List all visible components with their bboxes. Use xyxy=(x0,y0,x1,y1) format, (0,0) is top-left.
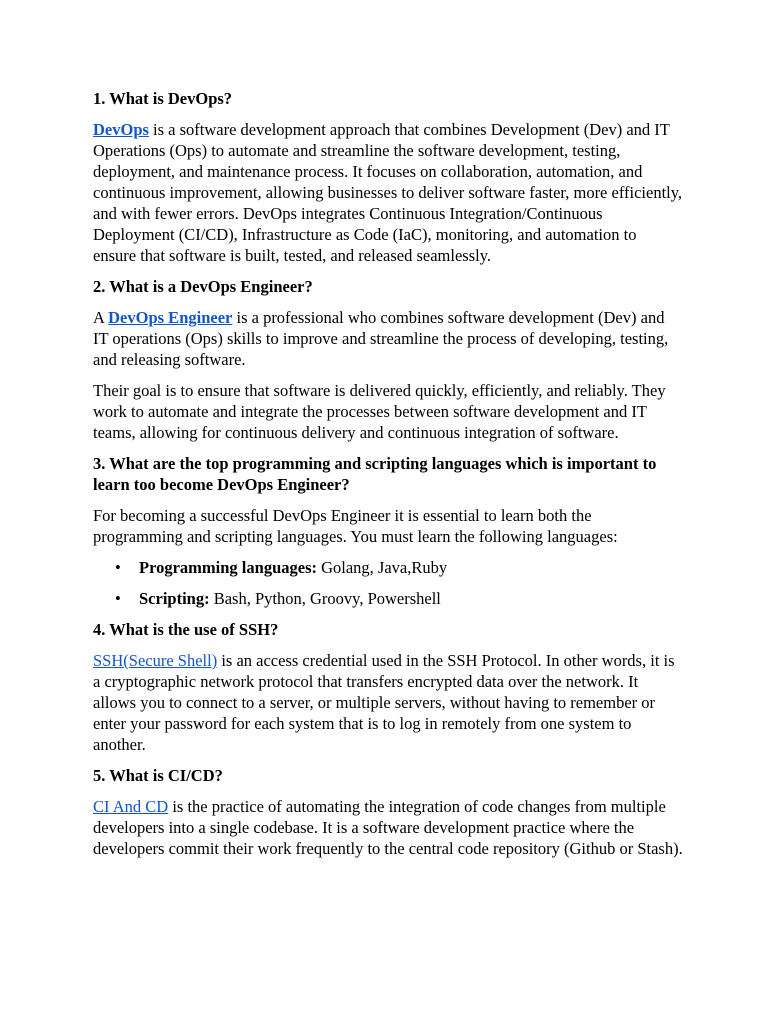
bullet-icon: • xyxy=(115,558,121,577)
answer-text-5: is the practice of automating the integration of code changes from multiple developers into a single codebase. It is a software development practice where the developers commit their work frequently to the central code repository (Github or Stash). xyxy=(93,797,683,858)
devops-engineer-link[interactable]: DevOps Engineer xyxy=(108,308,233,327)
answer-prefix-2: A xyxy=(93,308,109,327)
document-page xyxy=(93,88,683,869)
ssh-link[interactable]: SSH(Secure Shell) xyxy=(93,651,218,670)
answer-paragraph-2 xyxy=(93,307,683,370)
question-heading-2: 2. What is a DevOps Engineer? xyxy=(93,277,313,296)
list-term: Programming languages: xyxy=(139,558,317,577)
question-heading-3: 3. What are the top programming and scripting languages which is important to learn too become DevOps Engineer? xyxy=(93,454,657,494)
list-term: Scripting: xyxy=(139,589,210,608)
devops-link[interactable]: DevOps xyxy=(93,120,149,139)
answer-paragraph-5 xyxy=(93,796,683,859)
answer-paragraph-3: For becoming a successful DevOps Engineer it is essential to learn both the programming and scripting languages. You must learn the following languages: xyxy=(93,506,618,546)
answer-paragraph-1 xyxy=(93,119,683,266)
languages-list xyxy=(93,557,683,609)
list-value: Golang, Java,Ruby xyxy=(316,558,448,577)
question-heading-1: 1. What is DevOps? xyxy=(93,89,233,108)
answer-paragraph-2b: Their goal is to ensure that software is delivered quickly, efficiently, and reliably. They work to automate and integrate the processes between software development and IT teams, allowing for continuous delivery and continuous integration of software. xyxy=(93,381,666,442)
answer-paragraph-4 xyxy=(93,650,683,755)
ci-and-cd-link[interactable]: CI And CD xyxy=(93,797,169,816)
answer-text-2: is a professional who combines software development (Dev) and IT operations (Ops) skills to improve and streamline the process of developing, testing, and releasing software. xyxy=(93,308,669,369)
list-item-scripting xyxy=(93,588,683,609)
bullet-icon: • xyxy=(115,589,121,608)
answer-text-1: is a software development approach that combines Development (Dev) and IT Operations (Ops) to automate and streamline the software development, testing, deployment, and maintenance process. It focuses on collaboration, automation, and continuous improvement, allowing businesses to deliver software faster, more efficiently, and with fewer errors. DevOps integrates Continuous Integration/Continuous Deployment (CI/CD), Infrastructure as Code (IaC), monitoring, and automation to ensure that software is built, tested, and released seamlessly. xyxy=(93,120,683,265)
question-heading-5: 5. What is CI/CD? xyxy=(93,766,223,785)
answer-text-4: is an access credential used in the SSH Protocol. In other words, it is a cryptographic network protocol that transfers encrypted data over the network. It allows you to connect to a server, or multiple servers, without having to remember or enter your password for each system that is to log in remotely from one system to another. xyxy=(93,651,675,754)
question-heading-4: 4. What is the use of SSH? xyxy=(93,620,279,639)
list-item-programming xyxy=(93,557,683,578)
list-value: Bash, Python, Groovy, Powershell xyxy=(209,589,441,608)
